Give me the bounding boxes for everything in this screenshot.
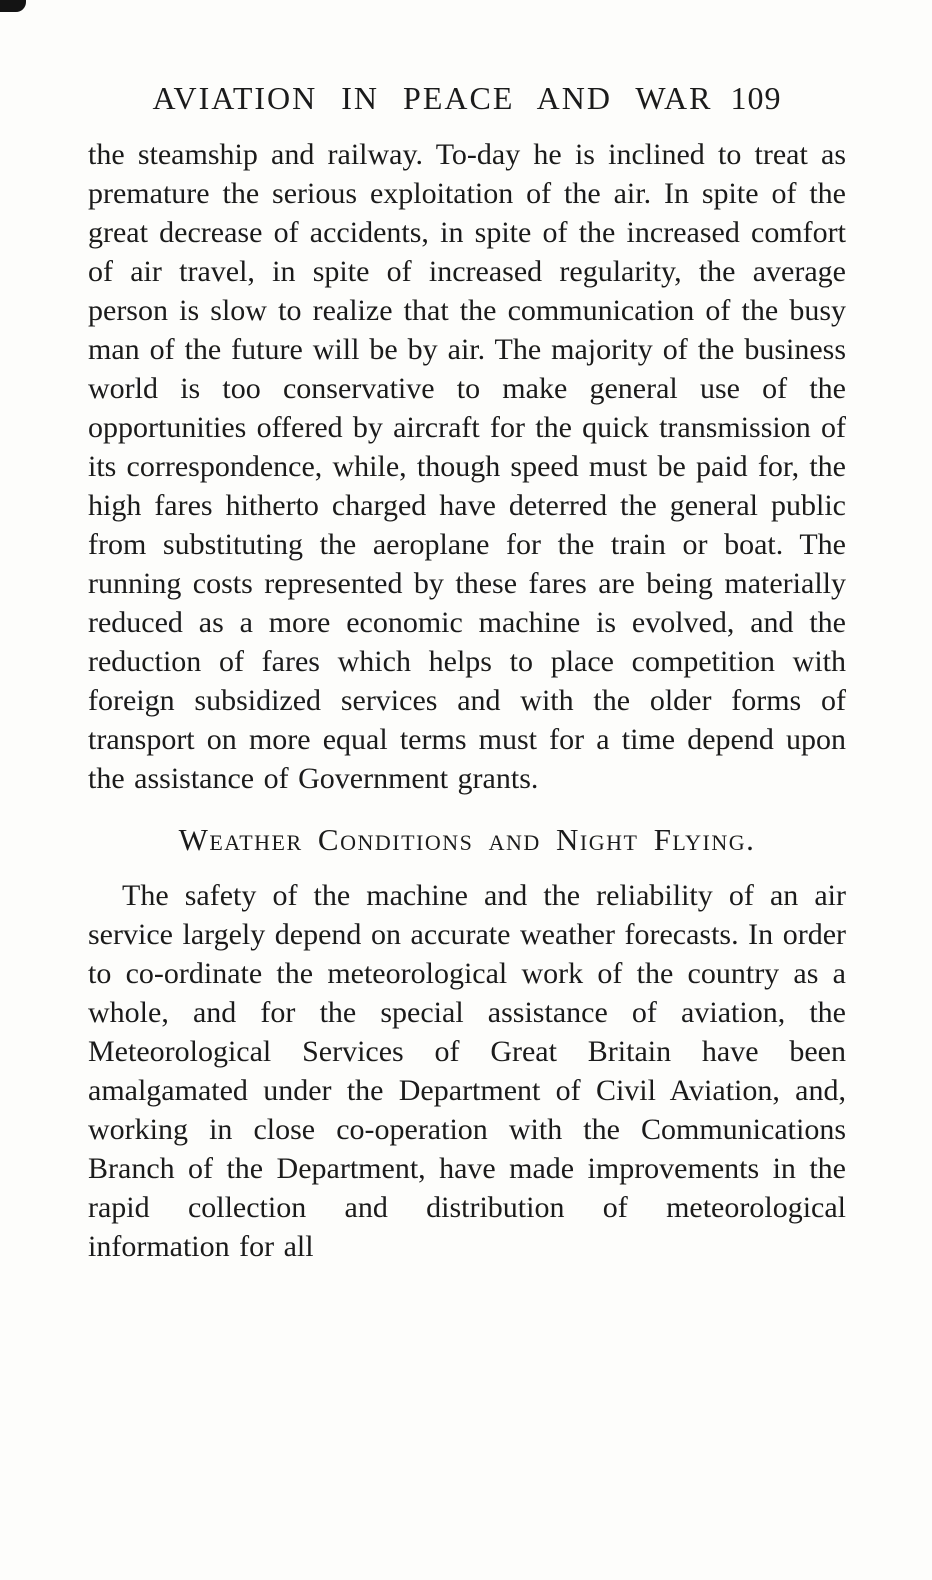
page-header [88,80,846,117]
page-number: 109 [730,80,782,116]
section-heading: Weather Conditions and Night Flying. [178,822,756,857]
paragraph-weather: The safety of the machine and the reliability of an air service largely depend on accurate weather forecasts. In order to co-ordinate the meteorological work of the country as a whole, and for the special assistance of aviation, the Meteorological Services of Great Britain have been amalgamated under the Department of Civil Aviation, and, working in close co-operation with the Communications Branch of the Department, have made improvements in the rapid collection and distribution of meteorological information for all [88,879,846,1263]
running-title: AVIATION IN PEACE AND WAR [152,80,713,116]
scan-artifact [0,0,26,12]
paragraph-continuation: the steamship and railway. To-day he is inclined to treat as premature the serious exploitation of the air. In spite of the great decrease of accidents, in spite of the increased comfort of air travel, in spite of increased regularity, the average person is slow to realize that the communication of the busy man of the future will be by air. The majority of the business world is too conservative to make general use of the opportunities offered by aircraft for the quick transmission of its correspondence, while, though speed must be paid for, the high fares hitherto charged have deterred the general public from substituting the aeroplane for the train or boat. The running costs represented by these fares are being materially reduced as a more economic machine is evolved, and the reduction of fares which helps to place competition with foreign subsidized services and with the older forms of transport on more equal terms must for a time depend upon the assistance of Government grants. [88,138,846,795]
